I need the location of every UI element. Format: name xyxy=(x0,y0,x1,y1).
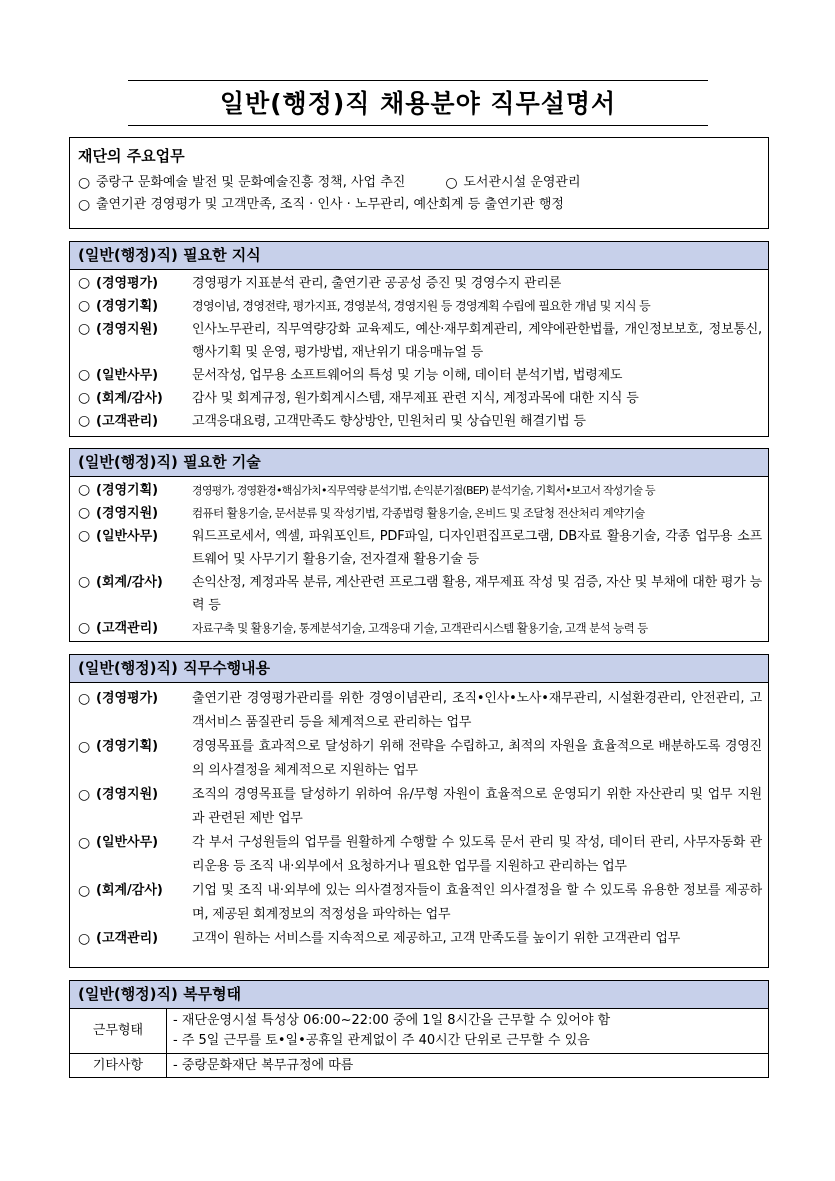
circle-bullet-icon: ○ xyxy=(78,835,91,851)
page-title: 일반(행정)직 채용분야 직무설명서 xyxy=(219,89,617,118)
category-label: (회계/감사) xyxy=(96,391,163,406)
row-line: - 재단운영시설 특성상 06:00~22:00 중에 1일 8시간을 근무할 수 있어야 함 xyxy=(173,1013,611,1028)
item-text: 컴퓨터 활용기술, 문서분류 및 작성기법, 각종법령 활용기술, 온비드 및 조달청 전산처리 계약기술 xyxy=(192,506,645,520)
work-type-heading: (일반(행정)직) 복무형태 xyxy=(70,981,768,1008)
circle-bullet-icon: ○ xyxy=(78,505,91,521)
category-label: (일반사무) xyxy=(96,835,159,850)
list-item xyxy=(78,783,762,831)
list-item xyxy=(78,318,762,364)
circle-bullet-icon: ○ xyxy=(78,482,91,498)
item-text: 인사노무관리, 직무역량강화 교육제도, 예산·재무회계관리, 계약에관한법률, 개인정보보호, 정보통신, 행사기획 및 운영, 평가방법, 재난위기 대응매뉴얼 등 xyxy=(192,322,762,360)
circle-bullet-icon: ○ xyxy=(78,275,91,291)
item-text: 경영평가, 경영환경•핵심가치•직무역량 분석기법, 손익분기점(BEP) 분석기술, 기획서•보고서 작성기술 등 xyxy=(192,484,655,497)
row-label: 근무형태 xyxy=(70,1009,167,1054)
item-text: 감사 및 회계규정, 원가회계시스템, 재무제표 관련 지식, 계정과목에 대한 지식 등 xyxy=(192,391,639,406)
row-line: - 주 5일 근무를 토•일•공휴일 관계없이 주 40시간 단위로 근무할 수 있음 xyxy=(173,1033,590,1048)
row-line: - 중랑문화재단 복무규정에 따름 xyxy=(173,1058,354,1073)
category-label: (경영지원) xyxy=(96,506,159,521)
category-label: (경영지원) xyxy=(96,322,159,337)
category-label: (경영기획) xyxy=(96,299,159,314)
item-text: 조직의 경영목표를 달성하기 위하여 유/무형 자원이 효율적으로 운영되기 위한 자산관리 및 업무 지원과 관련된 제반 업무 xyxy=(192,787,762,826)
title-block xyxy=(128,80,708,126)
item-text: 손익산정, 계정과목 분류, 계산관련 프로그램 활용, 재무제표 작성 및 검증, 자산 및 부채에 대한 평가 능력 등 xyxy=(192,575,762,613)
main-business-item: 중랑구 문화예술 발전 및 문화예술진흥 정책, 사업 추진 xyxy=(96,175,406,190)
circle-bullet-icon: ○ xyxy=(78,574,91,590)
row-content xyxy=(167,1054,769,1079)
item-text: 고객이 원하는 서비스를 지속적으로 제공하고, 고객 만족도를 높이기 위한 고객관리 업무 xyxy=(192,931,681,946)
circle-bullet-icon: ○ xyxy=(445,175,458,191)
circle-bullet-icon: ○ xyxy=(78,620,91,636)
category-label: (고객관리) xyxy=(96,931,159,946)
circle-bullet-icon: ○ xyxy=(78,931,91,947)
table-row xyxy=(70,1054,768,1079)
category-label: (경영기획) xyxy=(96,739,159,754)
row-content xyxy=(167,1009,769,1054)
list-item xyxy=(78,364,762,387)
main-business-item: 도서관시설 운영관리 xyxy=(463,175,581,190)
circle-bullet-icon: ○ xyxy=(78,528,91,544)
item-text: 경영목표를 효과적으로 달성하기 위해 전략을 수립하고, 최적의 자원을 효율적으로 배분하도록 경영진의 의사결정을 체계적으로 지원하는 업무 xyxy=(192,739,762,778)
circle-bullet-icon: ○ xyxy=(78,298,91,314)
main-business-item: 출연기관 경영평가 및 고객만족, 조직 · 인사 · 노무관리, 예산회계 등 출연기관 행정 xyxy=(96,197,564,212)
circle-bullet-icon: ○ xyxy=(78,321,91,337)
category-label: (경영평가) xyxy=(96,276,159,291)
circle-bullet-icon: ○ xyxy=(78,197,91,213)
list-item xyxy=(78,525,762,571)
circle-bullet-icon: ○ xyxy=(78,883,91,899)
list-item xyxy=(78,272,762,295)
item-text: 워드프로세서, 엑셀, 파워포인트, PDF파일, 디자인편집프로그램, DB자료 활용기술, 각종 업무용 소프트웨어 및 사무기기 활용기술, 전자결재 활용기술 등 xyxy=(192,529,762,567)
item-text: 경영평가 지표분석 관리, 출연기관 공공성 증진 및 경영수지 관리론 xyxy=(192,276,562,291)
item-text: 고객응대요령, 고객만족도 향상방안, 민원처리 및 상습민원 해결기법 등 xyxy=(192,414,586,429)
duties-section xyxy=(69,654,769,968)
item-text: 문서작성, 업무용 소프트웨어의 특성 및 기능 이해, 데이터 분석기법, 법령제도 xyxy=(192,368,623,383)
category-label: (고객관리) xyxy=(96,621,159,636)
main-business-heading: 재단의 주요업무 xyxy=(78,147,185,165)
list-item xyxy=(78,571,762,617)
list-item xyxy=(78,687,762,735)
list-item xyxy=(78,831,762,879)
main-business-section xyxy=(69,137,769,229)
list-item xyxy=(78,617,762,640)
knowledge-section xyxy=(69,241,769,437)
circle-bullet-icon: ○ xyxy=(78,175,91,191)
circle-bullet-icon: ○ xyxy=(78,390,91,406)
item-text: 각 부서 구성원들의 업무를 원활하게 수행할 수 있도록 문서 관리 및 작성, 데이터 관리, 사무자동화 관리운용 등 조직 내·외부에서 요청하거나 필요한 업무를 지원하고 관리하는 업무 xyxy=(192,835,762,874)
title-rule-bottom xyxy=(128,125,708,126)
list-item xyxy=(78,295,762,318)
category-label: (회계/감사) xyxy=(96,575,163,590)
knowledge-heading: (일반(행정)직) 필요한 지식 xyxy=(70,242,768,270)
title-rule-top xyxy=(128,80,708,81)
list-item xyxy=(78,502,762,525)
category-label: (경영평가) xyxy=(96,691,159,706)
duties-heading: (일반(행정)직) 직무수행내용 xyxy=(70,655,768,683)
list-item xyxy=(78,410,762,433)
list-item xyxy=(78,479,762,502)
circle-bullet-icon: ○ xyxy=(78,787,91,803)
category-label: (고객관리) xyxy=(96,414,159,429)
category-label: (경영지원) xyxy=(96,787,159,802)
circle-bullet-icon: ○ xyxy=(78,691,91,707)
list-item xyxy=(78,927,762,951)
list-item xyxy=(78,735,762,783)
category-label: (일반사무) xyxy=(96,368,159,383)
category-label: (회계/감사) xyxy=(96,883,163,898)
item-text: 기업 및 조직 내·외부에 있는 의사결정자들이 효율적인 의사결정을 할 수 있도록 유용한 정보를 제공하며, 제공된 회계정보의 적정성을 파악하는 업무 xyxy=(192,883,762,922)
skills-section xyxy=(69,448,769,642)
circle-bullet-icon: ○ xyxy=(78,739,91,755)
list-item xyxy=(78,387,762,410)
circle-bullet-icon: ○ xyxy=(78,367,91,383)
item-text: 자료구축 및 활용기술, 통계분석기술, 고객응대 기술, 고객관리시스템 활용기술, 고객 분석 능력 등 xyxy=(192,621,648,635)
work-type-section xyxy=(69,980,769,1078)
skills-heading: (일반(행정)직) 필요한 기술 xyxy=(70,449,768,477)
category-label: (경영기획) xyxy=(96,483,159,498)
category-label: (일반사무) xyxy=(96,529,159,544)
item-text: 출연기관 경영평가관리를 위한 경영이념관리, 조직•인사•노사•재무관리, 시설환경관리, 안전관리, 고객서비스 품질관리 등을 체계적으로 관리하는 업무 xyxy=(192,691,762,730)
main-business-row-1 xyxy=(78,172,762,194)
table-row xyxy=(70,1009,768,1054)
work-type-table xyxy=(70,1008,768,1078)
main-business-row-2 xyxy=(78,194,762,216)
item-text: 경영이념, 경영전략, 평가지표, 경영분석, 경영지원 등 경영계획 수립에 필요한 개념 및 지식 등 xyxy=(192,299,651,313)
list-item xyxy=(78,879,762,927)
row-label: 기타사항 xyxy=(70,1054,167,1079)
circle-bullet-icon: ○ xyxy=(78,413,91,429)
